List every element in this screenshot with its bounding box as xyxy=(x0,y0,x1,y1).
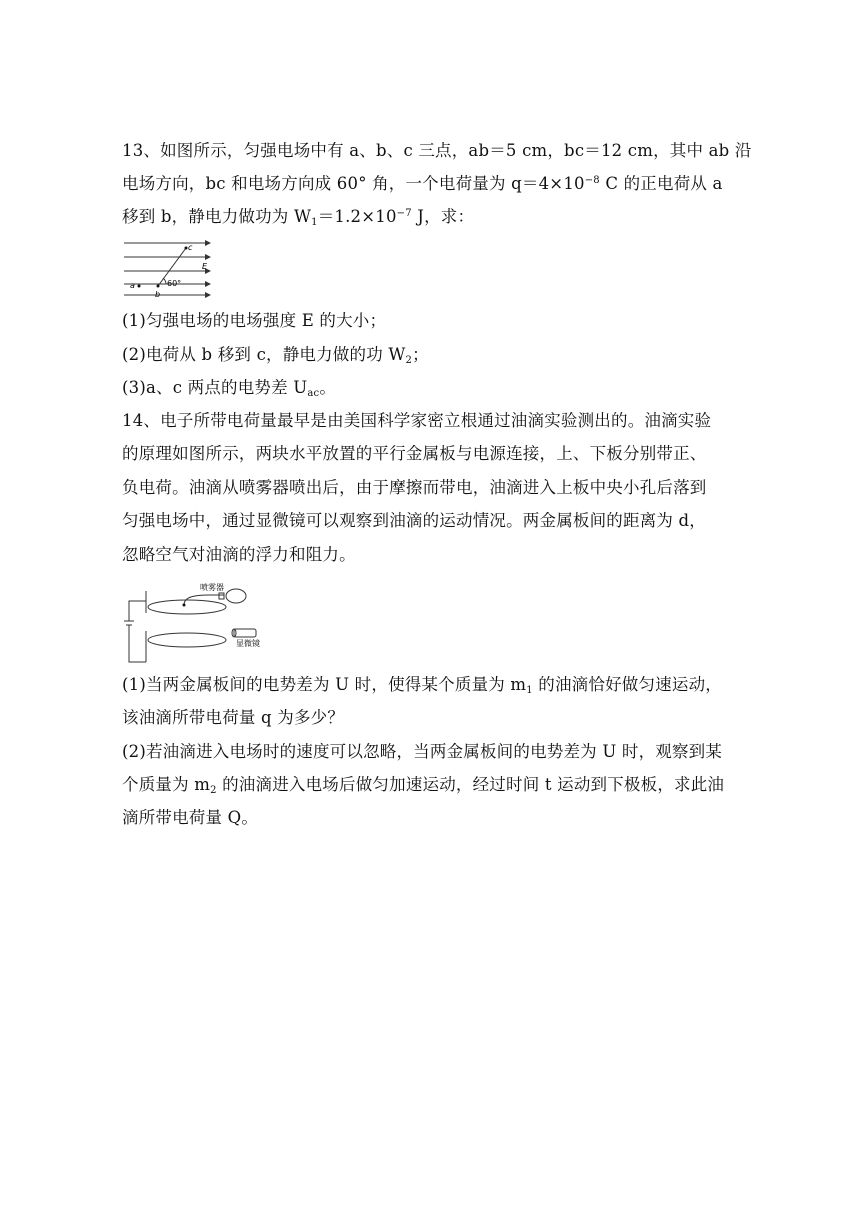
label-c: c xyxy=(188,243,193,252)
oil-drop xyxy=(183,604,186,607)
q14-line-2: 的原理如图所示，两块水平放置的平行金属板与电源连接，上、下板分别带正、 xyxy=(122,444,707,463)
sprayer-bulb xyxy=(226,589,246,603)
q13-line-1: 13、如图所示，匀强电场中有 a、b、c 三点，ab＝5 cm，bc＝12 cm，其中 ab 沿 xyxy=(122,141,752,160)
q13-line-3: 移到 b，静电力做功为 $W_1=1.2\times 10^{-7}$ J，求： xyxy=(122,207,475,228)
label-E: E xyxy=(202,262,208,271)
label-microscope: 显微镜 xyxy=(236,639,260,648)
q14-line-3: 负电荷。油滴从喷雾器喷出后，由于摩擦而带电，油滴进入上板中央小孔后落到 xyxy=(122,478,707,497)
q14-sub-2-line-3: 滴所带电荷量 Q。 xyxy=(122,808,259,827)
q13-sub-3: (3)a、c 两点的电势差 $U_{ac}$。 xyxy=(122,378,337,399)
millikan-oil-drop-figure xyxy=(124,583,274,665)
q14-sub-2-line-1: (2)若油滴进入电场时的速度可以忽略，当两金属板间的电势差为 U 时，观察到某 xyxy=(122,742,723,761)
q14-line-5: 忽略空气对油滴的浮力和阻力。 xyxy=(122,545,356,564)
q14-sub-1-line-2: 该油滴所带电荷量 q 为多少？ xyxy=(122,708,345,727)
label-sprayer: 喷雾器 xyxy=(200,583,224,592)
point-b xyxy=(157,285,160,288)
upper-plate xyxy=(148,600,226,614)
q14-line-4: 匀强电场中，通过显微镜可以观察到油滴的运动情况。两金属板间的距离为 d， xyxy=(122,511,707,530)
point-a xyxy=(138,285,141,288)
angle-arc xyxy=(163,278,166,284)
q13-sub-2: (2)电荷从 b 移到 c，静电力做的功 $W_2$； xyxy=(122,345,429,366)
q13-line-2: 电场方向，bc 和电场方向成 60° 角，一个电荷量为 $q=4\times 10^{-8}$ C 的正电荷从 a xyxy=(122,174,723,193)
sprayer-nozzle xyxy=(219,593,224,599)
electric-field-figure xyxy=(120,238,220,300)
lower-wire-left xyxy=(129,625,146,662)
microscope-body xyxy=(234,629,256,637)
q14-line-1: 14、电子所带电荷量最早是由美国科学家密立根通过油滴实验测出的。油滴实验 xyxy=(122,411,712,430)
label-a: a xyxy=(130,281,135,290)
upper-wire xyxy=(129,601,146,621)
label-angle: 60° xyxy=(167,279,182,288)
lower-plate xyxy=(148,633,226,647)
q14-sub-1-line-1: (1)当两金属板间的电势差为 U 时，使得某个质量为 $m_1$ 的油滴恰好做匀速运动， xyxy=(122,675,722,696)
q13-sub-1: (1)匀强电场的电场强度 E 的大小； xyxy=(122,311,387,330)
label-b: b xyxy=(155,290,161,299)
q14-sub-2-line-2: 个质量为 $m_2$ 的油滴进入电场后做匀加速运动，经过时间 t 运动到下极板，求此油 xyxy=(122,775,725,796)
